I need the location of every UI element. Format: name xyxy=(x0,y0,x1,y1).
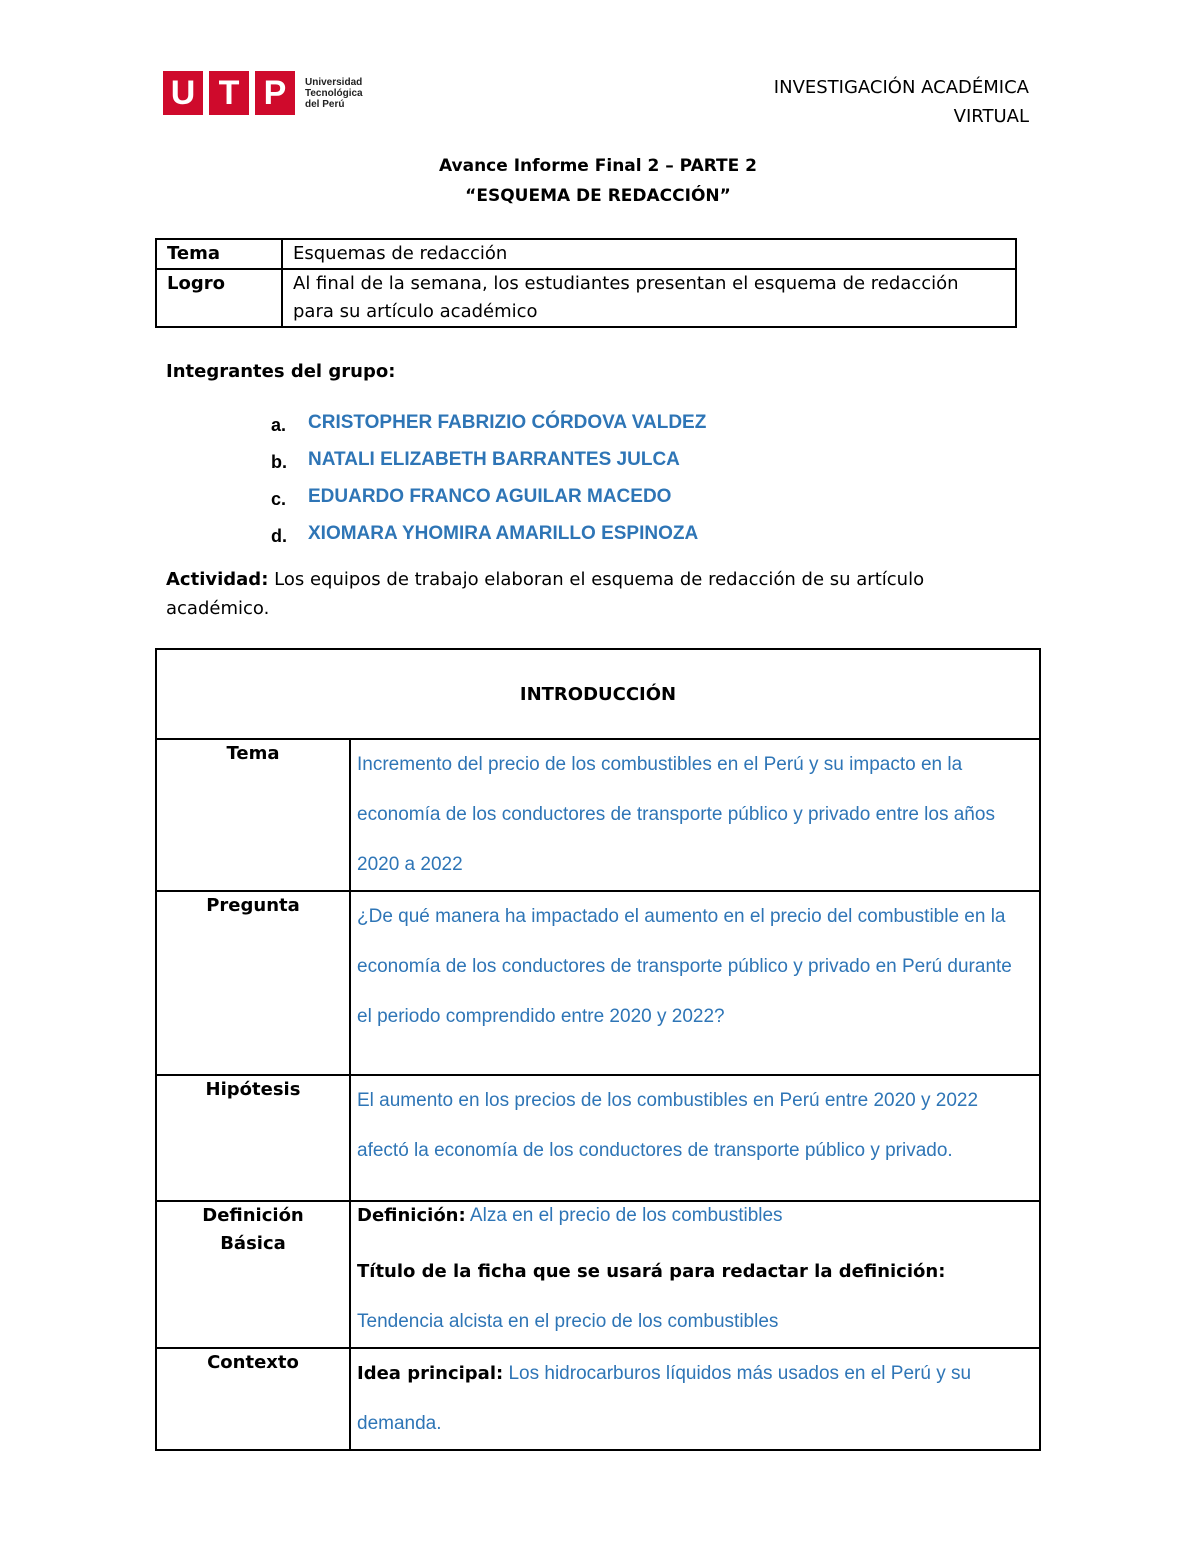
table-row xyxy=(156,1075,1040,1201)
scheme-value-hipotesis: El aumento en los precios de los combustibles en Perú entre 2020 y 2022 afectó la economía de los conductores de transporte público y privado. xyxy=(350,1075,1040,1201)
scheme-key-tema: Tema xyxy=(156,739,350,891)
activity-text: Los equipos de trabajo elaboran el esquema de redacción de su artículo académico. xyxy=(166,569,925,619)
member-name: CRISTOPHER FABRIZIO CÓRDOVA VALDEZ xyxy=(308,412,707,433)
list-item xyxy=(271,486,706,523)
member-list xyxy=(271,412,706,560)
info-key-tema: Tema xyxy=(156,239,282,269)
scheme-heading: INTRODUCCIÓN xyxy=(156,649,1040,739)
card-title-label: Título de la ficha que se usará para redactar la definición: xyxy=(357,1261,946,1282)
table-row xyxy=(156,239,1016,269)
table-row xyxy=(156,1201,1040,1348)
member-letter: c. xyxy=(271,489,287,509)
scheme-key-definicion: Definición Básica xyxy=(156,1201,350,1348)
table-row xyxy=(156,891,1040,1075)
member-letter: a. xyxy=(271,415,287,435)
main-idea-text: Los hidrocarburos líquidos más usados en el Perú y su demanda. xyxy=(357,1363,972,1434)
table-row xyxy=(156,269,1016,327)
group-heading: Integrantes del grupo: xyxy=(166,361,396,382)
list-item xyxy=(271,523,706,560)
list-item xyxy=(271,449,706,486)
member-name: NATALI ELIZABETH BARRANTES JULCA xyxy=(308,449,680,470)
table-row xyxy=(156,649,1040,739)
member-letter: b. xyxy=(271,452,287,472)
definition-label: Definición: xyxy=(357,1205,466,1226)
member-letter: d. xyxy=(271,526,287,546)
info-key-logro: Logro xyxy=(156,269,282,327)
course-header xyxy=(774,73,1029,131)
list-item xyxy=(271,412,706,449)
logo-letter-u: U xyxy=(163,71,203,115)
scheme-value-definicion xyxy=(350,1201,1040,1348)
document-subtitle: “ESQUEMA DE REDACCIÓN” xyxy=(465,186,731,206)
scheme-key-hipotesis: Hipótesis xyxy=(156,1075,350,1201)
activity-label: Actividad: xyxy=(166,569,269,590)
table-row xyxy=(156,1348,1040,1450)
scheme-value-tema: Incremento del precio de los combustibles en el Perú y su impacto en la economía de los conductores de transporte público y privado entre los años 2020 a 2022 xyxy=(350,739,1040,891)
info-value-tema: Esquemas de redacción xyxy=(282,239,1016,269)
main-idea-label: Idea principal: xyxy=(357,1363,504,1384)
logo-university-name: Universidad Tecnológica del Perú xyxy=(305,76,363,110)
writing-scheme-table xyxy=(155,648,1041,1451)
activity-paragraph xyxy=(166,565,1006,623)
logo-letter-t: T xyxy=(209,71,249,115)
scheme-key-pregunta: Pregunta xyxy=(156,891,350,1075)
scheme-value-contexto xyxy=(350,1348,1040,1450)
utp-logo xyxy=(163,71,363,115)
scheme-value-pregunta: ¿De qué manera ha impactado el aumento en el precio del combustible en la economía de los conductores de transporte público y privado en Perú durante el periodo comprendido entre 2020 y 2022? xyxy=(350,891,1040,1075)
definition-text: Alza en el precio de los combustibles xyxy=(465,1205,783,1226)
info-table xyxy=(155,238,1017,328)
logo-letter-p: P xyxy=(255,71,295,115)
course-modality: VIRTUAL xyxy=(953,106,1029,127)
card-title-text: Tendencia alcista en el precio de los combustibles xyxy=(357,1311,779,1332)
scheme-key-contexto: Contexto xyxy=(156,1348,350,1450)
course-name: INVESTIGACIÓN ACADÉMICA xyxy=(773,77,1029,98)
info-value-logro: Al final de la semana, los estudiantes presentan el esquema de redacción para su artículo académico xyxy=(282,269,1016,327)
member-name: XIOMARA YHOMIRA AMARILLO ESPINOZA xyxy=(308,523,699,544)
member-name: EDUARDO FRANCO AGUILAR MACEDO xyxy=(308,486,672,507)
table-row xyxy=(156,739,1040,891)
document-title: Avance Informe Final 2 – PARTE 2 xyxy=(438,156,758,176)
